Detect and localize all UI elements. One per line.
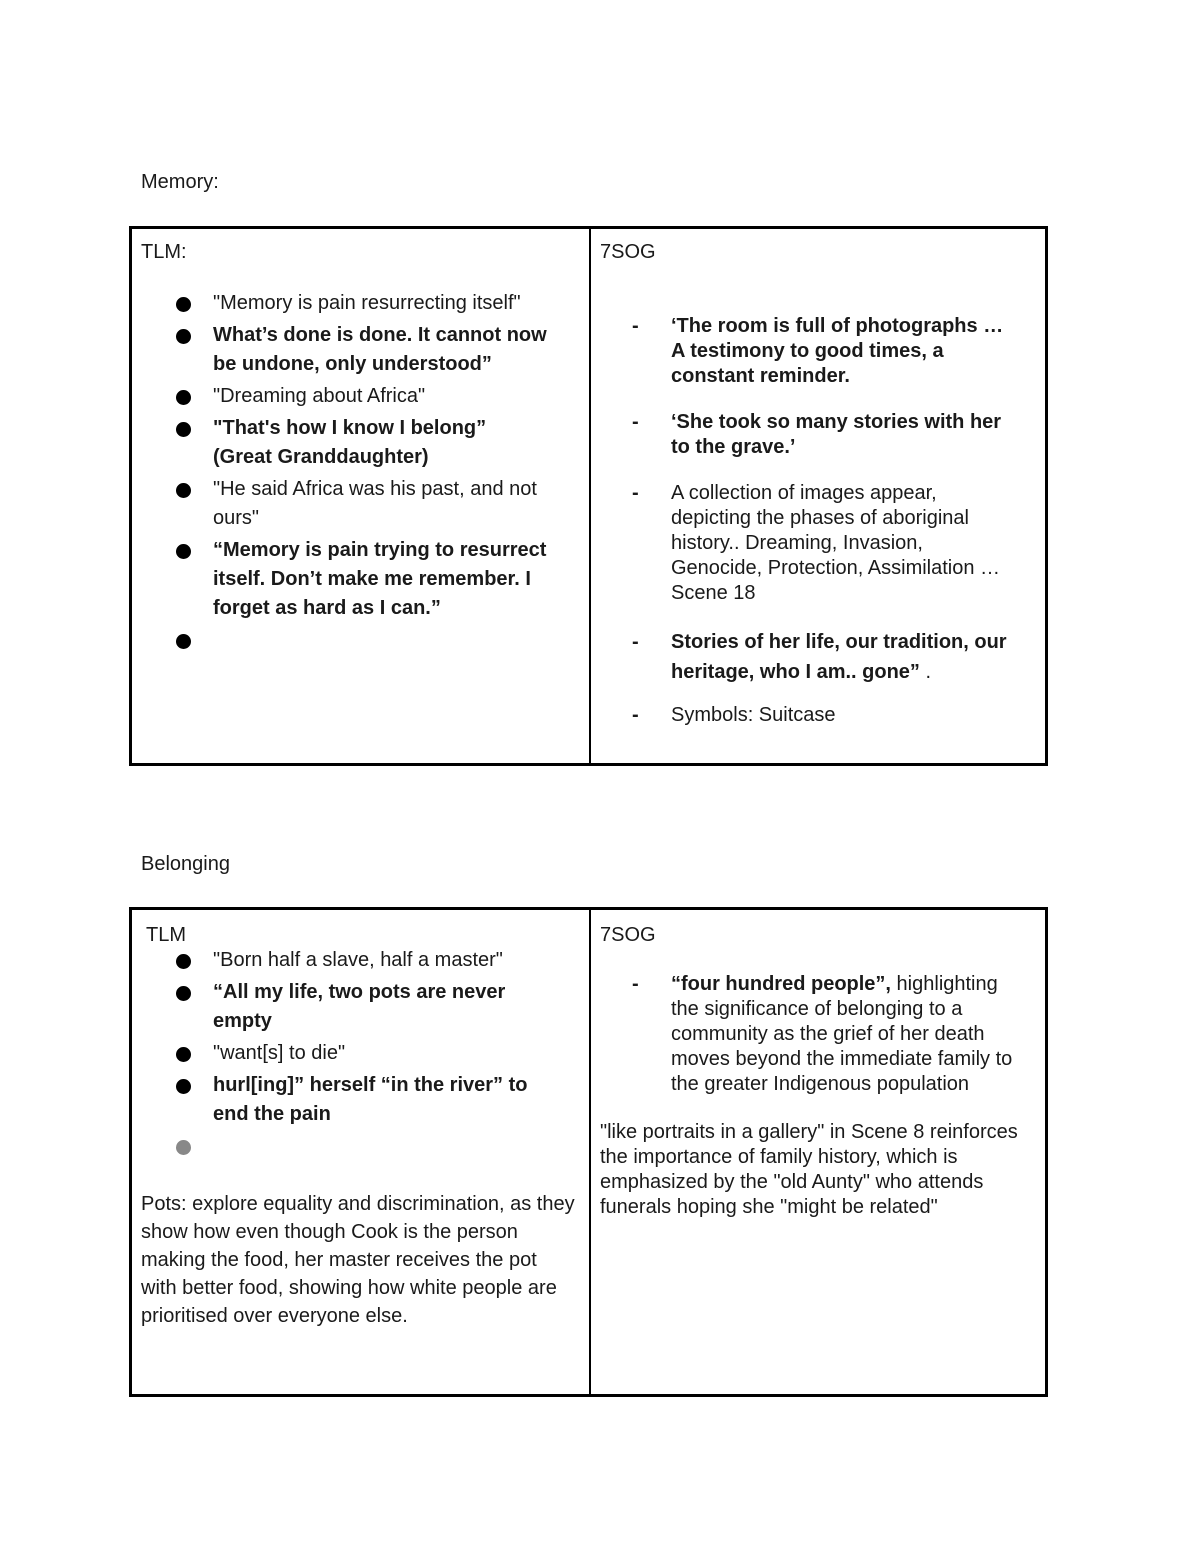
list-item xyxy=(172,626,547,652)
list-item: - ‘She took so many stories with her to the grave.’ xyxy=(631,410,1011,460)
belonging-table xyxy=(129,907,1048,1397)
memory-sog-cell xyxy=(591,229,1045,763)
belonging-sog-list xyxy=(631,972,1021,1097)
belonging-heading: Belonging xyxy=(141,853,230,875)
belonging-sog-title: 7SOG xyxy=(600,924,656,946)
belonging-sog-paragraph: "like portraits in a gallery" in Scene 8 reinforces the importance of family history, which is emphasized by the "old Aunty" who attends funerals hoping she "might be related" xyxy=(600,1121,1018,1218)
belonging-tlm-cell xyxy=(132,910,591,1394)
list-item: “Memory is pain trying to resurrect itself. Don’t make me remember. I forget as hard as I can.” xyxy=(172,536,547,623)
memory-tlm-list xyxy=(172,289,547,655)
memory-tlm-cell xyxy=(132,229,591,763)
belonging-tlm-title: TLM xyxy=(146,924,186,946)
list-item xyxy=(172,1132,547,1158)
list-item: What’s done is done. It cannot now be undone, only understood” xyxy=(172,321,547,379)
list-item: "want[s] to die" xyxy=(172,1039,547,1068)
list-item: - A collection of images appear, depicting the phases of aboriginal history.. Dreaming, Invasion, Genocide, Protection, Assimilation … Scene 18 xyxy=(631,481,1011,606)
list-item: "He said Africa was his past, and not ours" xyxy=(172,475,547,533)
list-item: "Born half a slave, half a master" xyxy=(172,946,547,975)
list-item: - Symbols: Suitcase xyxy=(631,703,1011,728)
memory-sog-title: 7SOG xyxy=(600,241,656,263)
memory-tlm-title: TLM: xyxy=(141,241,187,263)
list-item: "Dreaming about Africa" xyxy=(172,382,547,411)
list-item: hurl[ing]” herself “in the river” to end the pain xyxy=(172,1071,547,1129)
memory-table xyxy=(129,226,1048,766)
memory-heading: Memory: xyxy=(141,171,219,193)
list-item: "Memory is pain resurrecting itself" xyxy=(172,289,547,318)
memory-sog-list xyxy=(631,314,1011,728)
list-item: - Stories of her life, our tradition, our heritage, who I am.. gone” . xyxy=(631,627,1011,687)
list-item: "That's how I know I belong” (Great Granddaughter) xyxy=(172,414,547,472)
belonging-tlm-paragraph: Pots: explore equality and discrimination, as they show how even though Cook is the person making the food, her master receives the pot with better food, showing how white people are prioritised over everyone else. xyxy=(141,1193,575,1327)
list-item: “All my life, two pots are never empty xyxy=(172,978,547,1036)
belonging-tlm-list xyxy=(172,946,547,1161)
list-item: - ‘The room is full of photographs … A testimony to good times, a constant reminder. xyxy=(631,314,1011,389)
belonging-sog-cell xyxy=(591,910,1045,1394)
list-item: - “four hundred people”, highlighting the significance of belonging to a community as the grief of her death moves beyond the immediate family to the greater Indigenous population xyxy=(631,972,1021,1097)
